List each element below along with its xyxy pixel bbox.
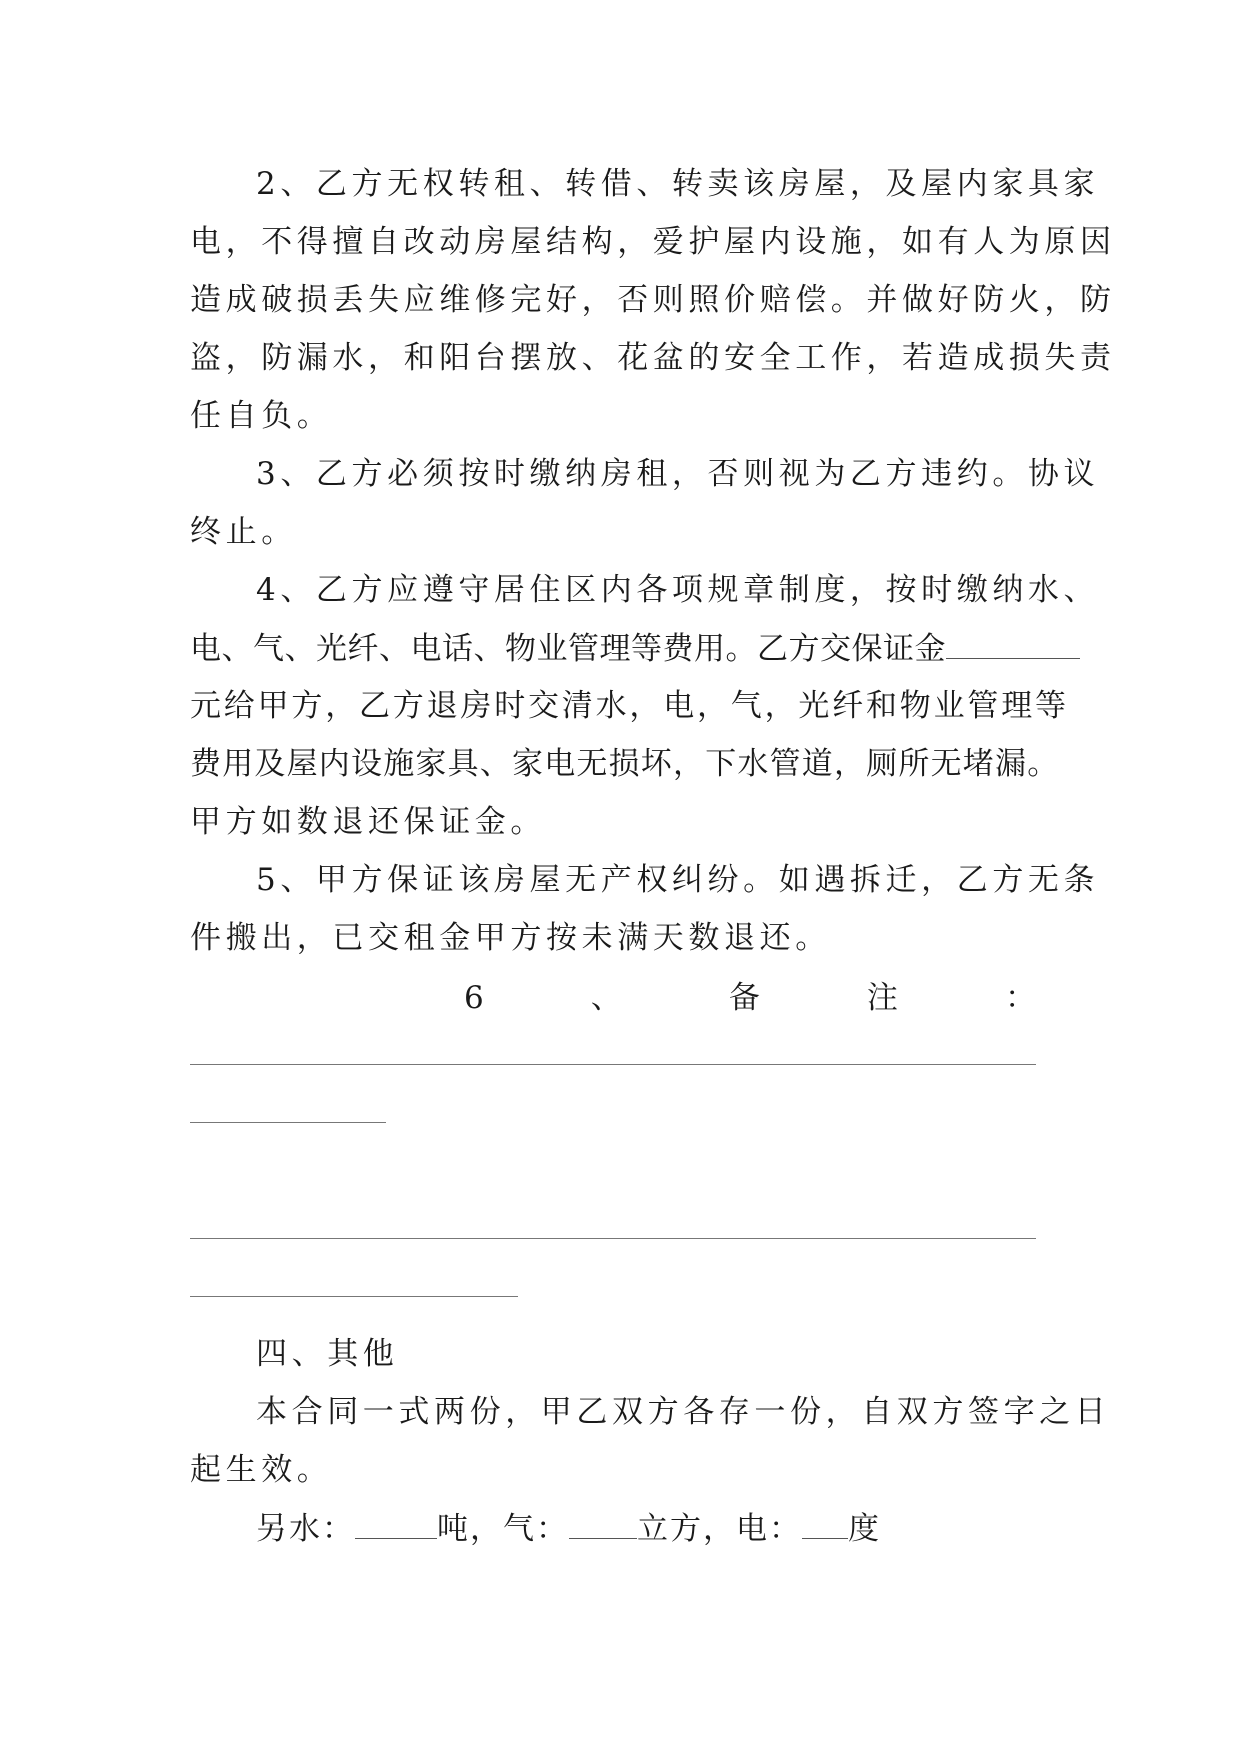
clause-4-line-2-text: 电、气、光纤、电话、物业管理等费用。乙方交保证金 — [190, 631, 946, 667]
remarks-blank-line-2 — [190, 1122, 386, 1123]
clause-6-number: 6 — [464, 980, 484, 1016]
clause-5-line-2: 件搬出，已交租金甲方按未满天数退还。 — [190, 920, 831, 956]
gas-unit: 立方，电： — [637, 1511, 802, 1547]
clause-5-line-1: 5、甲方保证该房屋无产权纠纷。如遇拆迁，乙方无条 — [256, 862, 1100, 898]
clause-4-line-4: 费用及屋内设施家具、家电无损坏，下水管道，厕所无堵漏。 — [190, 746, 1060, 782]
gas-reading-blank — [569, 1508, 637, 1539]
clause-4-line-3: 元给甲方，乙方退房时交清水，电，气，光纤和物业管理等 — [190, 688, 1069, 724]
clause-4-line-2 — [190, 628, 1050, 669]
remarks-blank-line-4 — [190, 1296, 518, 1297]
section-4-paragraph-line-1: 本合同一式两份，甲乙双方各存一份，自双方签字之日 — [256, 1394, 1111, 1430]
clause-4-line-5: 甲方如数退还保证金。 — [190, 804, 546, 840]
section-4-paragraph-line-2: 起生效。 — [190, 1452, 333, 1488]
clause-2-line-4: 盗，防漏水，和阳台摆放、花盆的安全工作，若造成损失责 — [190, 340, 1116, 376]
section-4-title: 四、其他 — [256, 1336, 399, 1372]
meter-readings-line — [256, 1508, 1050, 1549]
clause-6-separator: 、 — [590, 980, 622, 1016]
remarks-blank-line-3 — [190, 1238, 1036, 1239]
clause-3-line-1: 3、乙方必须按时缴纳房租，否则视为乙方违约。协议 — [256, 456, 1100, 492]
clause-4-line-1: 4、乙方应遵守居住区内各项规章制度，按时缴纳水、 — [256, 572, 1100, 608]
clause-2-line-2: 电，不得擅自改动房屋结构，爱护屋内设施，如有人为原因 — [190, 224, 1116, 260]
clause-6-colon: ： — [1004, 980, 1036, 1016]
electricity-unit: 度 — [848, 1511, 881, 1547]
electricity-reading-blank — [802, 1508, 848, 1539]
water-unit: 吨，气： — [437, 1511, 569, 1547]
water-reading-blank — [355, 1508, 437, 1539]
deposit-amount-blank — [946, 628, 1080, 659]
clause-2-line-3: 造成破损丢失应维修完好，否则照价赔偿。并做好防火，防 — [190, 282, 1116, 318]
clause-2-line-5: 任自负。 — [190, 398, 333, 434]
water-label: 另水： — [256, 1511, 355, 1547]
clause-3-line-2: 终止。 — [190, 514, 297, 550]
remarks-blank-line-1 — [190, 1064, 1036, 1065]
clause-2-line-1: 2、乙方无权转租、转借、转卖该房屋，及屋内家具家 — [256, 166, 1100, 202]
clause-6-char-1: 备 — [728, 980, 760, 1016]
clause-6-char-2: 注 — [866, 980, 898, 1016]
clause-6-remarks-heading — [464, 978, 1036, 1018]
